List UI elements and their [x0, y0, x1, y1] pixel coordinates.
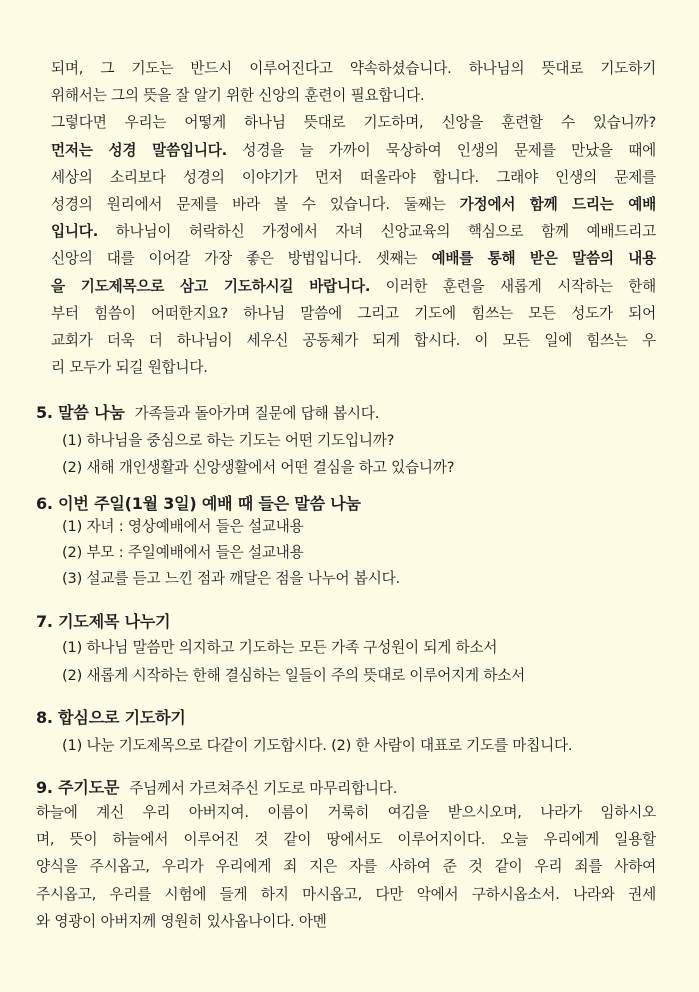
intro-line — [51, 218, 656, 245]
intro-line — [51, 273, 656, 300]
intro-text: 하나님이 허락하신 가정에서 자녀 신앙교육의 핵심으로 함께 예배드리고 — [98, 223, 656, 241]
emphasis-text: 을 기도제목으로 삼고 기도하시길 바랍니다. — [51, 277, 371, 295]
section-title: 7. 기도제목 나누기 — [36, 612, 171, 631]
emphasis-text: 가정에서 함께 드리는 예배 — [459, 196, 656, 214]
prayer-line: 양식을 주시옵고, 우리가 우리에게 죄 지은 자를 사하여 준 것 같이 우리 죄를 사하여 — [36, 858, 656, 876]
intro-line — [51, 245, 656, 272]
intro-text: 성경의 원리에서 문제를 바라 볼 수 있습니다. 둘째는 — [51, 196, 460, 214]
section-title: 9. 주기도문 — [36, 778, 120, 797]
intro-text: 신앙의 대를 이어갈 가장 좋은 방법입니다. 셋째는 — [51, 250, 432, 268]
list-item: (2) 새해 개인생활과 신앙생활에서 어떤 결심을 하고 있습니까? — [62, 459, 455, 476]
intro-paragraph — [51, 55, 656, 381]
list-item: (1) 하나님을 중심으로 하는 기도는 어떤 기도입니까? — [62, 432, 395, 449]
prayer-line: 주시옵고, 우리를 시험에 들게 하지 마시옵고, 다만 악에서 구하시옵소서. 나라와 권세 — [36, 885, 656, 903]
intro-line: 세상의 소리보다 성경의 이야기가 먼저 떠올라야 합니다. 그래야 인생의 문제를 — [51, 168, 656, 186]
emphasis-text: 입니다. — [51, 223, 99, 241]
section-heading — [36, 491, 361, 514]
intro-line: 위해서는 그의 뜻을 잘 알기 위한 신앙의 훈련이 필요합니다. — [51, 87, 425, 105]
prayer-line: 하늘에 계신 우리 아버지여. 이름이 거룩히 여김을 받으시오며, 나라가 임하시오 — [36, 804, 656, 821]
prayer-line: 며, 뜻이 하늘에서 이루어진 것 같이 땅에서도 이루어지이다. 오늘 우리에게 일용할 — [36, 831, 656, 849]
section-heading — [36, 775, 397, 798]
intro-text: 성경을 늘 가까이 묵상하여 인생의 문제를 만났을 때에 — [227, 141, 656, 159]
section-title: 5. 말씀 나눔 — [36, 403, 125, 422]
intro-text: 이러한 훈련을 새롭게 시작하는 한해 — [370, 277, 656, 295]
list-item: (2) 새롭게 시작하는 한해 결심하는 일들이 주의 뜻대로 이루어지게 하소서 — [62, 667, 526, 684]
list-item: (1) 하나님 말씀만 의지하고 기도하는 모든 가족 구성원이 되게 하소서 — [62, 639, 498, 656]
section-title: 6. 이번 주일(1월 3일) 예배 때 들은 말씀 나눔 — [36, 494, 361, 513]
intro-line — [51, 137, 656, 164]
intro-line: 부터 힘씀이 어떠한지요? 하나님 말씀에 그리고 기도에 힘쓰는 모든 성도가 되어 — [51, 304, 656, 322]
section-title: 8. 합심으로 기도하기 — [36, 708, 186, 727]
list-item: (2) 부모 : 주일예배에서 들은 설교내용 — [62, 544, 304, 561]
section-heading — [36, 705, 186, 728]
list-item: (3) 설교를 듣고 느낀 점과 깨달은 점을 나누어 봅시다. — [62, 570, 400, 587]
emphasis-text: 예배를 통해 받은 말씀의 내용 — [431, 250, 656, 268]
section-heading — [36, 400, 379, 423]
intro-line — [51, 191, 656, 218]
intro-line: 리 모두가 되길 원합니다. — [51, 359, 208, 377]
list-item: (1) 나눈 기도제목으로 다같이 기도합시다. (2) 한 사람이 대표로 기도를 마칩니다. — [62, 737, 573, 754]
section-subtitle: 가족들과 돌아가며 질문에 답해 봅시다. — [134, 405, 380, 422]
lords-prayer — [36, 799, 656, 935]
emphasis-text: 먼저는 성경 말씀입니다. — [51, 141, 228, 159]
intro-line: 교회가 더욱 더 하나님이 세우신 공동체가 되게 합시다. 이 모든 일에 힘쓰는 우 — [51, 332, 656, 350]
section-heading — [36, 609, 170, 632]
list-item: (1) 자녀 : 영상예배에서 들은 설교내용 — [62, 518, 304, 535]
section-subtitle: 주님께서 가르쳐주신 기도로 마무리합니다. — [129, 780, 398, 797]
prayer-line: 와 영광이 아버지께 영원히 있사옵나이다. 아멘 — [36, 912, 327, 930]
intro-line: 그렇다면 우리는 어떻게 하나님 뜻대로 기도하며, 신앙을 훈련할 수 있습니까? — [51, 114, 656, 132]
intro-line: 되며, 그 기도는 반드시 이루어진다고 약속하셨습니다. 하나님의 뜻대로 기도하기 — [51, 60, 656, 77]
